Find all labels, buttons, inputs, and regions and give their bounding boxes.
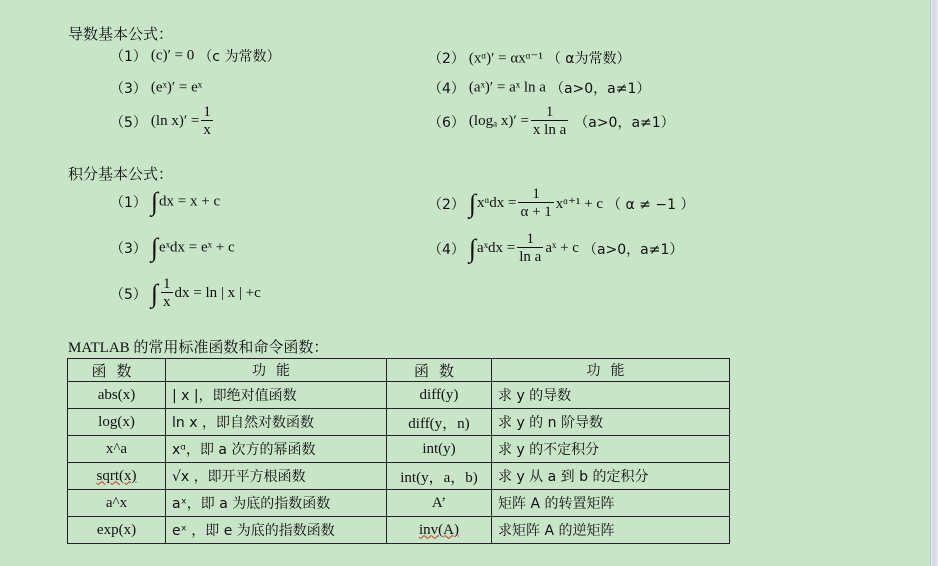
column-header: 函数	[68, 359, 166, 382]
fraction	[201, 104, 213, 139]
formula-number: （2）	[428, 196, 465, 213]
table-cell: 求 y 的不定积分	[492, 436, 730, 463]
table-cell: 求矩阵 A 的逆矩阵	[492, 517, 730, 544]
fraction-denominator: x	[163, 294, 171, 310]
table-cell: A’	[387, 490, 492, 517]
table-cell: exp(x)	[68, 517, 166, 544]
formula-expression: (aˣ)′ = aˣ ln a	[468, 79, 546, 96]
formula-note: （ α为常数）	[546, 51, 631, 67]
formula-number: （6）	[428, 114, 465, 131]
table-header-row	[68, 359, 730, 382]
formula-note: （a>0，a≠1）	[582, 241, 684, 258]
matlab-function-table	[67, 358, 730, 544]
integral-sign: ∫	[468, 233, 477, 263]
derivative-formula-6	[428, 104, 675, 139]
integral-heading: 积分基本公式：	[68, 165, 174, 183]
integral-formula-3	[110, 233, 235, 262]
fraction-denominator: x ln a	[532, 122, 567, 138]
formula-tail: dx = ln | x | +c	[174, 285, 261, 301]
table-cell: abs(x)	[68, 382, 166, 409]
fraction	[531, 104, 568, 139]
table-row	[68, 517, 730, 544]
formula-number: （1）	[110, 195, 147, 211]
formula-expression: (ln x)′ =	[150, 113, 200, 129]
formula-tail: xᵅ⁺¹ + c	[555, 196, 604, 212]
formula-expression: (logₐ x)′ =	[468, 113, 529, 129]
formula-note: （a>0，a≠1）	[574, 114, 675, 131]
formula-expression: xᵅdx =	[477, 195, 517, 211]
integral-formula-1	[110, 187, 221, 216]
table-cell: aˣ，即 a 为底的指数函数	[166, 490, 387, 517]
formula-expression: (xᵅ)′ = αxᵅ⁻¹	[468, 50, 543, 67]
fraction-denominator: α + 1	[520, 204, 552, 220]
fraction-numerator: 1	[518, 186, 553, 203]
fraction-denominator: x	[203, 122, 211, 138]
fraction-numerator: 1	[203, 104, 211, 120]
scrollbar-thumb[interactable]	[932, 0, 937, 566]
formula-tail: aˣ + c	[545, 240, 579, 256]
table-cell: inv(A)	[387, 517, 492, 544]
derivative-formula-4	[428, 78, 650, 98]
derivative-formula-5	[110, 104, 215, 139]
formula-number: （3）	[110, 241, 147, 257]
integral-sign: ∫	[468, 188, 477, 218]
table-cell: ln x ，即自然对数函数	[166, 409, 387, 436]
table-cell: sqrt(x)	[68, 463, 166, 490]
column-header: 函数	[387, 359, 492, 382]
table-cell: 求 y 的导数	[492, 382, 730, 409]
formula-number: （3）	[110, 81, 147, 97]
column-header: 功能	[166, 359, 387, 382]
formula-note: （a>0，a≠1）	[549, 81, 651, 97]
formula-expression: dx = x + c	[159, 193, 221, 210]
fraction-denominator: ln a	[519, 249, 542, 265]
table-cell: int(y，a，b)	[387, 463, 492, 490]
table-row	[68, 382, 730, 409]
table-cell: x^a	[68, 436, 166, 463]
table-row	[68, 463, 730, 490]
table-cell: 求 y 的 n 阶导数	[492, 409, 730, 436]
table-cell: eˣ ，即 e 为底的指数函数	[166, 517, 387, 544]
formula-number: （5）	[110, 114, 147, 131]
formula-expression: (c)′ = 0	[150, 47, 195, 64]
derivative-formula-1	[110, 46, 280, 66]
formula-expression: eˣdx = eˣ + c	[159, 239, 235, 256]
table-cell: diff(y，n)	[387, 409, 492, 436]
table-cell: 求 y 从 a 到 b 的定积分	[492, 463, 730, 490]
table-cell: diff(y)	[387, 382, 492, 409]
vertical-scrollbar[interactable]	[930, 0, 938, 566]
formula-number: （4）	[428, 81, 465, 97]
formula-number: （1）	[110, 49, 147, 65]
table-row	[68, 490, 730, 517]
fraction	[517, 231, 543, 266]
table-cell: xᵅ，即 a 次方的幂函数	[166, 436, 387, 463]
derivative-heading: 导数基本公式：	[68, 25, 174, 43]
formula-number: （5）	[110, 286, 147, 303]
table-cell: | x |，即绝对值函数	[166, 382, 387, 409]
table-cell: a^x	[68, 490, 166, 517]
fraction	[161, 276, 173, 311]
column-header: 功能	[492, 359, 730, 382]
formula-expression: (eˣ)′ = eˣ	[150, 79, 203, 96]
formula-number: （2）	[428, 51, 465, 67]
formula-note: （ α ≠ −1 ）	[607, 196, 695, 213]
fraction-numerator: 1	[531, 104, 568, 121]
table-heading: MATLAB 的常用标准函数和命令函数：	[68, 340, 329, 356]
integral-sign: ∫	[150, 278, 159, 308]
fraction-numerator: 1	[163, 276, 171, 292]
integral-formula-5	[110, 276, 261, 311]
integral-sign: ∫	[150, 187, 159, 216]
derivative-formula-2	[428, 48, 631, 68]
fraction	[518, 186, 553, 221]
integral-formula-2	[428, 186, 694, 221]
table-cell: int(y)	[387, 436, 492, 463]
table-cell: √x ，即开平方根函数	[166, 463, 387, 490]
table-row	[68, 409, 730, 436]
integral-formula-4	[428, 231, 683, 266]
fraction-numerator: 1	[517, 231, 543, 248]
integral-sign: ∫	[150, 233, 159, 262]
formula-number: （4）	[428, 241, 465, 258]
formula-note: （c 为常数）	[198, 49, 281, 65]
table-row	[68, 436, 730, 463]
table-cell: log(x)	[68, 409, 166, 436]
derivative-formula-3	[110, 78, 202, 98]
formula-expression: aˣdx =	[477, 240, 516, 256]
table-cell: 矩阵 A 的转置矩阵	[492, 490, 730, 517]
